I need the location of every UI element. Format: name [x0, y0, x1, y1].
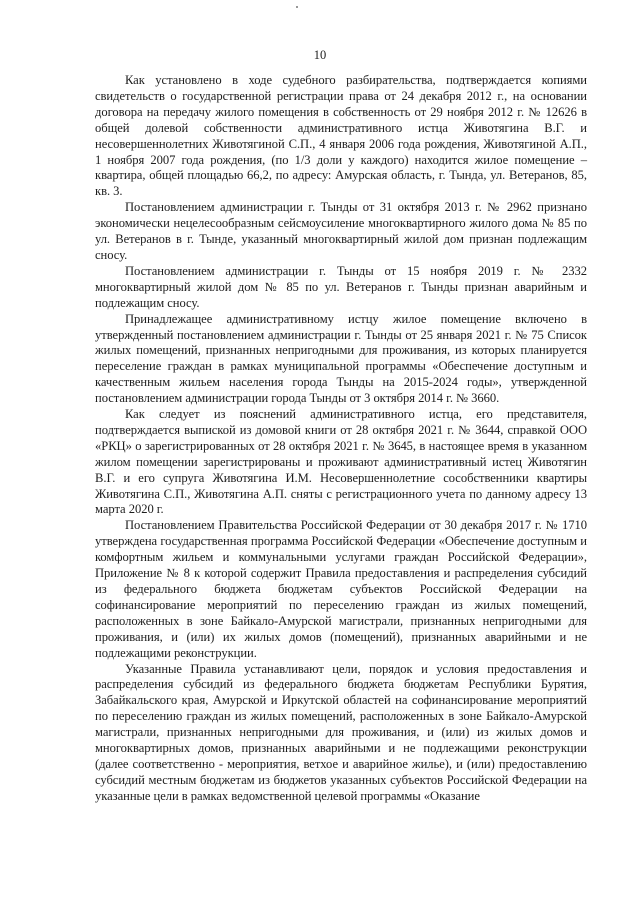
paragraph-housing-list: Принадлежащее административному истцу жилое помещение включено в утвержденный постановлением администрации г. Тынды от 25 января 2021 г. № 75 Список жилых помещений, признанных непригодными для проживания, из которых планируется переселение граждан в рамках муниципальной программы «Обеспечение доступным и качественным жильем населения города Тынды на 2015-2024 годы», утвержденной постановлением администрации города Тынды от 3 октября 2014 г. № 3660. [95, 311, 587, 406]
paragraph-subsidy-rules: Указанные Правила устанавливают цели, порядок и условия предоставления и распределения субсидий из федерального бюджета бюджетам Республики Бурятия, Забайкальского края, Амурской и Иркутской областей на софинансирование мероприятий по переселению граждан из жилых помещений, расположенных в зоне Байкало-Амурской магистрали, признанных непригодными для проживания, и (или) из жилых домов и многоквартирных домов, признанных аварийными и не подлежащими реконструкции (далее соответственно - мероприятия, ветхое и аварийное жилье), и (или) предоставлению субсидий местным бюджетам из бюджетов указанных субъектов Российской Федерации на указанные цели в рамках ведомственной целевой программы «Оказание [95, 661, 587, 803]
page-number: 10 [313, 48, 327, 62]
document-body [95, 73, 587, 805]
paragraph-resolution-2013: Постановлением администрации г. Тынды от 31 октября 2013 г. № 2962 признано экономически нецелесообразным сейсмоусиление многоквартирного жилого дома № 85 по ул. Ветеранов в г. Тынде, указанный многоквартирный жилой дом признан подлежащим сносу. [95, 200, 587, 262]
paragraph-government-program: Постановлением Правительства Российской Федерации от 30 декабря 2017 г. № 1710 утверждена государственная программа Российской Федерации «Обеспечение доступным и комфортным жильем и коммунальными услугами граждан Российской Федерации», Приложение № 8 к которой содержит Правила предоставления и распределения субсидий из федерального бюджета бюджетам субъектов Российской Федерации на софинансирование мероприятий по переселению граждан из жилых помещений, расположенных в зоне Байкало-Амурской магистрали, признанных непригодными для проживания, и (или) их жилых домов (помещений), признанных аварийными и не подлежащими реконструкции. [95, 518, 587, 660]
paragraph-property-ownership: Как установлено в ходе судебного разбирательства, подтверждается копиями свидетельств о государственной регистрации права от 24 декабря 2012 г., на основании договора на передачу жилого помещения в собственность от 29 ноября 2012 г. № 12626 в общей долевой собственности административного истца Животягина В.Г. и несовершеннолетних Животягиной С.П., 4 января 2006 года рождения, Животягиной А.П., 1 ноября 2007 года рождения, (по 1/3 доли у каждого) находится жилое помещение – квартира, общей площадью 66,2, по адресу: Амурская область, г. Тында, ул. Ветеранов, 85, кв. 3. [95, 73, 587, 199]
paragraph-registration: Как следует из пояснений административного истца, его представителя, подтверждается выпиской из домовой книги от 28 октября 2021 г. № 3644, справкой ООО «РКЦ» о зарегистрированных от 28 октября 2021 г. № 3645, в настоящее время в указанном жилом помещении зарегистрированы и проживают административный истец Животягин В.Г. и его супруга Животягина И.М. Несовершеннолетние сособственники квартиры Животягина С.П., Животягина А.П. сняты с регистрационного учета по данному адресу 13 марта 2020 г. [95, 407, 587, 517]
paragraph-resolution-2019: Постановлением администрации г. Тынды от 15 ноября 2019 г. № 2332 многоквартирный жилой дом № 85 по ул. Ветеранов г. Тынды признан аварийным и подлежащим сносу. [95, 263, 587, 310]
scan-speck [296, 6, 298, 8]
